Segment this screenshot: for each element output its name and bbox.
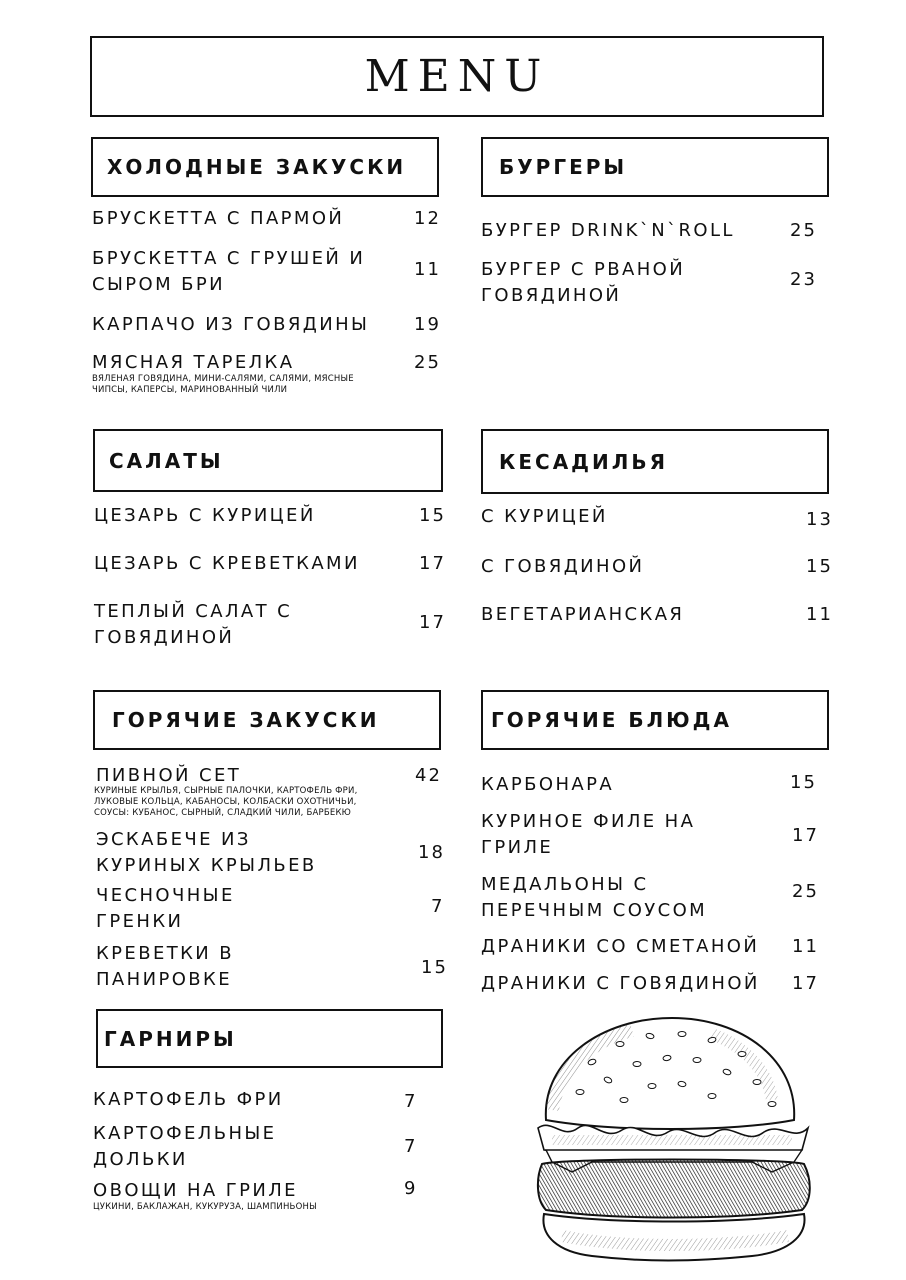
sides-item-3-desc: ЦУКИНИ, БАКЛАЖАН, КУКУРУЗА, ШАМПИНЬОНЫ (93, 1202, 317, 1212)
sides-item-2-price: 7 (404, 1136, 418, 1157)
menu-title: MENU (364, 51, 550, 102)
hot-dishes-item-1-price: 15 (790, 772, 817, 793)
cold-item-2-price: 11 (414, 259, 441, 280)
salads-item-3-name: ТЕПЛЫЙ САЛАТ С ГОВЯДИНОЙ (94, 601, 293, 648)
cold-item-4-name: МЯСНАЯ ТАРЕЛКА (92, 352, 295, 373)
hot-dishes-item-1-name: КАРБОНАРА (481, 774, 615, 795)
hot-dishes-item-2-price: 17 (792, 825, 819, 846)
quesadilla-item-2-name: С ГОВЯДИНОЙ (481, 556, 645, 577)
sides-item-2-name: КАРТОФЕЛЬНЫЕ ДОЛЬКИ (93, 1123, 277, 1170)
quesadilla-item-1-price: 13 (806, 509, 833, 530)
section-hot-snacks-title: ГОРЯЧИЕ ЗАКУСКИ (112, 708, 380, 732)
hot-dishes-item-4-price: 11 (792, 936, 819, 957)
section-quesadilla-title: КЕСАДИЛЬЯ (499, 449, 668, 474)
hot-snacks-item-2-price: 18 (418, 842, 445, 863)
quesadilla-item-3-price: 11 (806, 604, 833, 625)
hot-snacks-item-1-price: 42 (415, 765, 442, 786)
quesadilla-item-1-name: С КУРИЦЕЙ (481, 506, 608, 527)
burgers-item-2-name: БУРГЕР С РВАНОЙ ГОВЯДИНОЙ (481, 259, 686, 306)
hot-dishes-item-5-name: ДРАНИКИ С ГОВЯДИНОЙ (481, 973, 760, 994)
salads-item-3-price: 17 (419, 612, 446, 633)
sides-item-1-name: КАРТОФЕЛЬ ФРИ (93, 1089, 284, 1110)
quesadilla-item-2-price: 15 (806, 556, 833, 577)
hot-snacks-item-2-name: ЭСКАБЕЧЕ ИЗ КУРИНЫХ КРЫЛЬЕВ (96, 829, 317, 876)
section-hot-snacks-header (93, 690, 441, 750)
burgers-item-2-price: 23 (790, 269, 817, 290)
sides-item-3-price: 9 (404, 1178, 418, 1199)
section-salads-title: САЛАТЫ (109, 448, 224, 473)
cold-item-4-desc: ВЯЛЕНАЯ ГОВЯДИНА, МИНИ-САЛЯМИ, САЛЯМИ, МЯСНЫЕ ЧИПСЫ, КАПЕРСЫ, МАРИНОВАННЫЙ ЧИЛИ (92, 374, 354, 395)
salads-item-2-price: 17 (419, 553, 446, 574)
section-hot-dishes-header (481, 690, 829, 750)
hot-dishes-item-4-name: ДРАНИКИ СО СМЕТАНОЙ (481, 936, 760, 957)
section-sides-title: ГАРНИРЫ (104, 1026, 237, 1051)
quesadilla-item-3-name: ВЕГЕТАРИАНСКАЯ (481, 604, 685, 625)
section-hot-dishes-title: ГОРЯЧИЕ БЛЮДА (491, 708, 732, 732)
hot-dishes-item-3-price: 25 (792, 881, 819, 902)
burger-illustration-icon (532, 1000, 816, 1264)
hot-dishes-item-5-price: 17 (792, 973, 819, 994)
cold-item-3-price: 19 (414, 314, 441, 335)
hot-dishes-item-2-name: КУРИНОЕ ФИЛЕ НА ГРИЛЕ (481, 811, 696, 858)
section-quesadilla-header (481, 429, 829, 494)
cold-item-4-price: 25 (414, 352, 441, 373)
hot-dishes-item-3-name: МЕДАЛЬОНЫ С ПЕРЕЧНЫМ СОУСОМ (481, 874, 708, 921)
section-burgers-title: БУРГЕРЫ (499, 155, 628, 179)
section-salads-header (93, 429, 443, 492)
salads-item-2-name: ЦЕЗАРЬ С КРЕВЕТКАМИ (94, 553, 360, 574)
cold-item-1-price: 12 (414, 208, 441, 229)
burgers-item-1-price: 25 (790, 220, 817, 241)
cold-item-1-name: БРУСКЕТТА С ПАРМОЙ (92, 208, 345, 229)
burgers-item-1-name: БУРГЕР DRINK`N`ROLL (481, 220, 735, 241)
sides-item-3-name: ОВОЩИ НА ГРИЛЕ (93, 1180, 298, 1201)
salads-item-1-name: ЦЕЗАРЬ С КУРИЦЕЙ (94, 505, 316, 526)
section-cold-title: ХОЛОДНЫЕ ЗАКУСКИ (107, 155, 407, 179)
hot-snacks-item-4-name: КРЕВЕТКИ В ПАНИРОВКЕ (96, 943, 235, 990)
section-sides-header (96, 1009, 443, 1068)
hot-snacks-item-3-name: ЧЕСНОЧНЫЕ ГРЕНКИ (96, 885, 235, 932)
salads-item-1-price: 15 (419, 505, 446, 526)
section-burgers-header (481, 137, 829, 197)
sides-item-1-price: 7 (404, 1091, 418, 1112)
cold-item-3-name: КАРПАЧО ИЗ ГОВЯДИНЫ (92, 314, 370, 335)
hot-snacks-item-4-price: 15 (421, 957, 448, 978)
hot-snacks-item-3-price: 7 (431, 896, 445, 917)
cold-item-2-name: БРУСКЕТТА С ГРУШЕЙ И СЫРОМ БРИ (92, 248, 366, 295)
section-cold-header (91, 137, 439, 197)
menu-title-box (90, 36, 824, 117)
hot-snacks-item-1-name: ПИВНОЙ СЕТ (96, 765, 242, 786)
hot-snacks-item-1-desc: КУРИНЫЕ КРЫЛЬЯ, СЫРНЫЕ ПАЛОЧКИ, КАРТОФЕЛЬ ФРИ, ЛУКОВЫЕ КОЛЬЦА, КАБАНОСЫ, КОЛБАСКИ ОХОТНИЧЬИ, СОУСЫ: КУБАНОС, СЫРНЫЙ, СЛАДКИЙ ЧИЛИ, БАРБЕКЮ (94, 786, 358, 818)
